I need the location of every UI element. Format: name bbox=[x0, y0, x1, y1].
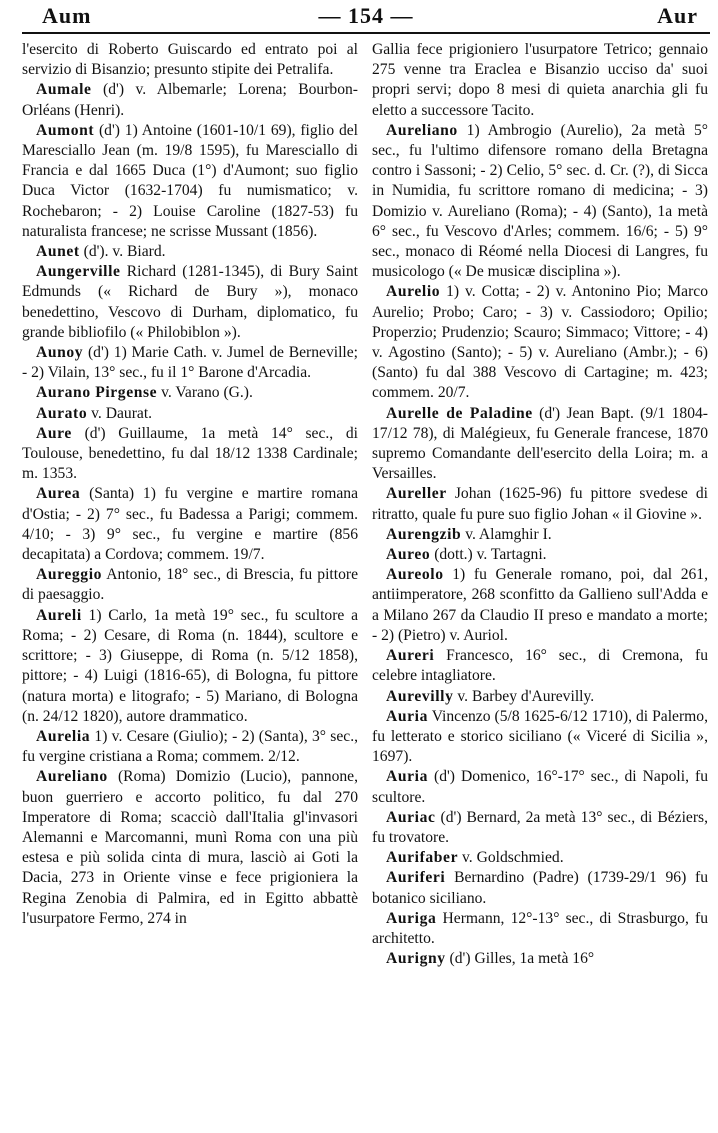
entry-text: Francesco, 16° sec., di Cremona, fu celebre intagliatore. bbox=[372, 647, 708, 685]
entry-text: (d') Bernard, 2a metà 13° sec., di Béziers, fu trovatore. bbox=[372, 808, 708, 846]
text-columns bbox=[22, 40, 710, 969]
dictionary-entry bbox=[22, 343, 358, 383]
right-column bbox=[372, 40, 708, 969]
entry-headword: Aureolo bbox=[386, 566, 444, 584]
dictionary-entry bbox=[372, 687, 708, 707]
entry-headword: Aurigny bbox=[386, 950, 446, 968]
entry-headword: Aureggio bbox=[36, 566, 103, 584]
entry-text: (d') v. Albemarle; Lorena; Bourbon-Orléans (Henri). bbox=[22, 81, 358, 119]
dictionary-entry bbox=[372, 646, 708, 686]
entry-text: (d') 1) Antoine (1601-10/1 69), figlio del Maresciallo Jean (m. 19/8 1595), fu Maresciallo di Francia e dal 1665 Duca (1°) d'Aumont; suo figlio Duca Victor (1632-1704) fu numismatico; v. Rochebaron; - 2) Louise Caroline (1827-53) fu naturalista francese; ne scrisse Mussant (1856). bbox=[22, 121, 358, 240]
entry-text: Antonio, 18° sec., di Brescia, fu pittore di paesaggio. bbox=[22, 566, 358, 604]
entry-text: (d') Gilles, 1a metà 16° bbox=[445, 950, 595, 968]
entry-text: (d') Jean Bapt. (9/1 1804-17/12 78), di Malégieux, fu Generale francese, 1870 supremo Comandante dell'esercito della Loira; m. a Versailles. bbox=[372, 404, 709, 483]
dictionary-entry bbox=[22, 262, 358, 343]
entry-headword: Aurengzib bbox=[386, 525, 462, 543]
dictionary-entry bbox=[372, 282, 708, 403]
dictionary-entry bbox=[372, 808, 708, 848]
entry-text: v. Daurat. bbox=[87, 404, 153, 422]
entry-headword: Auriga bbox=[386, 909, 437, 927]
dictionary-entry bbox=[372, 484, 708, 524]
entry-text: Gallia fece prigioniero l'usurpatore Tetrico; gennaio 275 venne tra Eraclea e Bisanzio ucciso da' suoi propri servi; dopo 8 mesi di quieta anarchia gli fu eletto a successore Tacito. bbox=[372, 41, 708, 119]
entry-text: (d') 1) Marie Cath. v. Jumel de Berneville; - 2) Vilain, 13° sec., fu il 1° Barone d'Arcadia. bbox=[22, 344, 358, 382]
entry-headword: Auriac bbox=[386, 808, 436, 826]
dictionary-entry bbox=[22, 606, 358, 727]
entry-headword: Auriferi bbox=[386, 869, 446, 887]
entry-headword: Aurea bbox=[36, 485, 81, 503]
dictionary-entry bbox=[22, 424, 358, 485]
entry-headword: Aurato bbox=[36, 404, 88, 422]
dictionary-entry bbox=[372, 949, 708, 969]
dictionary-entry bbox=[372, 525, 708, 545]
header-left-guideword: Aum bbox=[42, 3, 92, 28]
dictionary-entry bbox=[372, 121, 708, 283]
entry-headword: Aureo bbox=[386, 546, 431, 564]
entry-headword: Aumale bbox=[36, 81, 92, 99]
entry-headword: Aure bbox=[36, 424, 72, 442]
dictionary-entry bbox=[372, 767, 708, 807]
dictionary-entry bbox=[372, 707, 708, 768]
entry-headword: Aurano Pirgense bbox=[36, 384, 158, 402]
dictionary-entry bbox=[372, 909, 708, 949]
dictionary-entry bbox=[372, 40, 708, 121]
dictionary-entry bbox=[22, 484, 358, 565]
entry-headword: Aurelia bbox=[36, 727, 91, 745]
entry-headword: Aumont bbox=[36, 121, 95, 139]
entry-headword: Aurelle de Paladine bbox=[386, 404, 533, 422]
entry-headword: Aureliano bbox=[36, 768, 108, 786]
entry-headword: Aurifaber bbox=[386, 849, 459, 867]
dictionary-entry bbox=[372, 545, 708, 565]
entry-text: Vincenzo (5/8 1625-6/12 1710), di Palermo, fu letterato e storico siciliano (« Viceré di Sicilia », 1697). bbox=[372, 707, 708, 766]
dictionary-entry bbox=[22, 767, 358, 929]
entry-text: Bernardino (Padre) (1739-29/1 96) fu botanico siciliano. bbox=[372, 869, 708, 907]
dictionary-entry bbox=[372, 868, 708, 908]
page-number: — 154 — bbox=[318, 3, 414, 28]
entry-text: 1) fu Generale romano, poi, dal 261, antiimperatore, 268 sconfitto da Gallieno sull'Adda e a Milano 267 da Claudio II preso e mandato a morte; - 2) (Pietro) v. Auriol. bbox=[372, 566, 708, 644]
entry-text: (Santa) 1) fu vergine e martire romana d'Ostia; - 2) 7° sec., fu Badessa a Parigi; commem. 4/10; - 3) 9° sec., fu vergine e martire (856 decapitata) a Cordova; commem. 19/7. bbox=[22, 485, 358, 564]
dictionary-entry bbox=[22, 242, 358, 262]
dictionary-entry bbox=[22, 40, 358, 80]
dictionary-entry bbox=[22, 727, 358, 767]
entry-text: 1) v. Cotta; - 2) v. Antonino Pio; Marco Aurelio; Probo; Caro; - 3) v. Cassiodoro; Opilio; Properzio; Prudenzio; Scauro; Simmaco; Vittore; - 4) v. Agostino (Santo); - 5) v. Aureliano (Ambr.); - 6) (Santo) fu dal 388 Vescovo di Cartagine; m. 423; commem. 20/7. bbox=[372, 283, 708, 402]
entry-text: 1) Ambrogio (Aurelio), 2a metà 5° sec., fu l'ultimo difensore romano della Bretagna contro i Sassoni; - 2) Celio, 5° sec. d. Cr. (?), di Sicca in Numidia, fu scrittore romano di medicina; - 3) Domizio v. Aureliano (Roma); - 4) (Santo), 1a metà 6° sec., fu Vescovo d'Arles; commem. 16/6; - 5) 9° sec., monaco di Réomé nella Diocesi di Langres, fu musicologo (« De musicæ disciplina »). bbox=[372, 121, 708, 281]
dictionary-entry bbox=[22, 383, 358, 403]
entry-text: v. Goldschmied. bbox=[458, 849, 564, 867]
dictionary-entry bbox=[372, 404, 708, 485]
header-right-guideword: Aur bbox=[657, 3, 698, 28]
entry-headword: Aureri bbox=[386, 647, 435, 665]
page-header bbox=[22, 0, 710, 34]
entry-headword: Aunet bbox=[36, 243, 80, 261]
dictionary-entry bbox=[22, 565, 358, 605]
entry-headword: Aureller bbox=[386, 485, 447, 503]
dictionary-entry bbox=[372, 848, 708, 868]
entry-text: Richard (1281-1345), di Bury Saint Edmunds (« Richard de Bury »), monaco benedettino, Vescovo di Durham, diplomatico, fu grande bibliofilo (« Philobiblon »). bbox=[22, 263, 358, 341]
entry-text: Hermann, 12°-13° sec., di Strasburgo, fu architetto. bbox=[372, 909, 708, 947]
entry-headword: Aureliano bbox=[386, 121, 458, 139]
entry-headword: Aunoy bbox=[36, 344, 84, 362]
entry-headword: Aureli bbox=[36, 606, 82, 624]
entry-headword: Aungerville bbox=[36, 263, 121, 281]
entry-text: Johan (1625-96) fu pittore svedese di ritratto, quale fu pure suo figlio Johan « il Giovine ». bbox=[372, 485, 708, 523]
entry-headword: Auria bbox=[386, 768, 428, 786]
entry-headword: Auria bbox=[386, 707, 428, 725]
dictionary-entry bbox=[22, 80, 358, 120]
entry-text: (dott.) v. Tartagni. bbox=[430, 546, 547, 564]
entry-text: (d') Domenico, 16°-17° sec., di Napoli, fu scultore. bbox=[372, 768, 708, 806]
dictionary-entry bbox=[372, 565, 708, 646]
entry-text: (d') Guillaume, 1a metà 14° sec., di Toulouse, benedettino, fu dal 18/12 1338 Cardinale; m. 1353. bbox=[22, 424, 358, 483]
entry-text: 1) Carlo, 1a metà 19° sec., fu scultore a Roma; - 2) Cesare, di Roma (n. 1844), scultore e scrittore; - 3) Giuseppe, di Roma (n. 5/12 1858), pittore; - 4) Luigi (1816-65), di Bologna, fu pittore (natura morta) e litografo; - 5) Mariano, di Bologna (n. 24/12 1820), autore drammatico. bbox=[22, 606, 358, 725]
entry-text: (Roma) Domizio (Lucio), pannone, buon guerriero e accorto politico, fu dal 270 Imperatore di Roma; scacciò dall'Italia gl'invasori Alemanni e Marcomanni, munì Roma con una più estesa e più solida cinta di mura, lasciò ai Goti la Dacia, 273 in Oriente vinse e fece prigioniera la Regina Zenobia di Palmira, ed in Egitto abbattè l'usurpatore Fermo, 274 in bbox=[22, 768, 358, 927]
entry-text: l'esercito di Roberto Guiscardo ed entrato poi al servizio di Bisanzio; presunto stipite dei Petralifa. bbox=[22, 41, 358, 79]
entry-text: v. Barbey d'Aurevilly. bbox=[453, 687, 595, 705]
entry-headword: Aurevilly bbox=[386, 687, 454, 705]
left-column bbox=[22, 40, 358, 969]
entry-headword: Aurelio bbox=[386, 283, 441, 301]
entry-text: v. Varano (G.). bbox=[157, 384, 253, 402]
entry-text: (d'). v. Biard. bbox=[79, 243, 166, 261]
dictionary-entry bbox=[22, 404, 358, 424]
entry-text: v. Alamghir I. bbox=[461, 525, 552, 543]
entry-text: 1) v. Cesare (Giulio); - 2) (Santa), 3° sec., fu vergine cristiana a Roma; commem. 2/12. bbox=[22, 727, 358, 766]
dictionary-entry bbox=[22, 121, 358, 242]
